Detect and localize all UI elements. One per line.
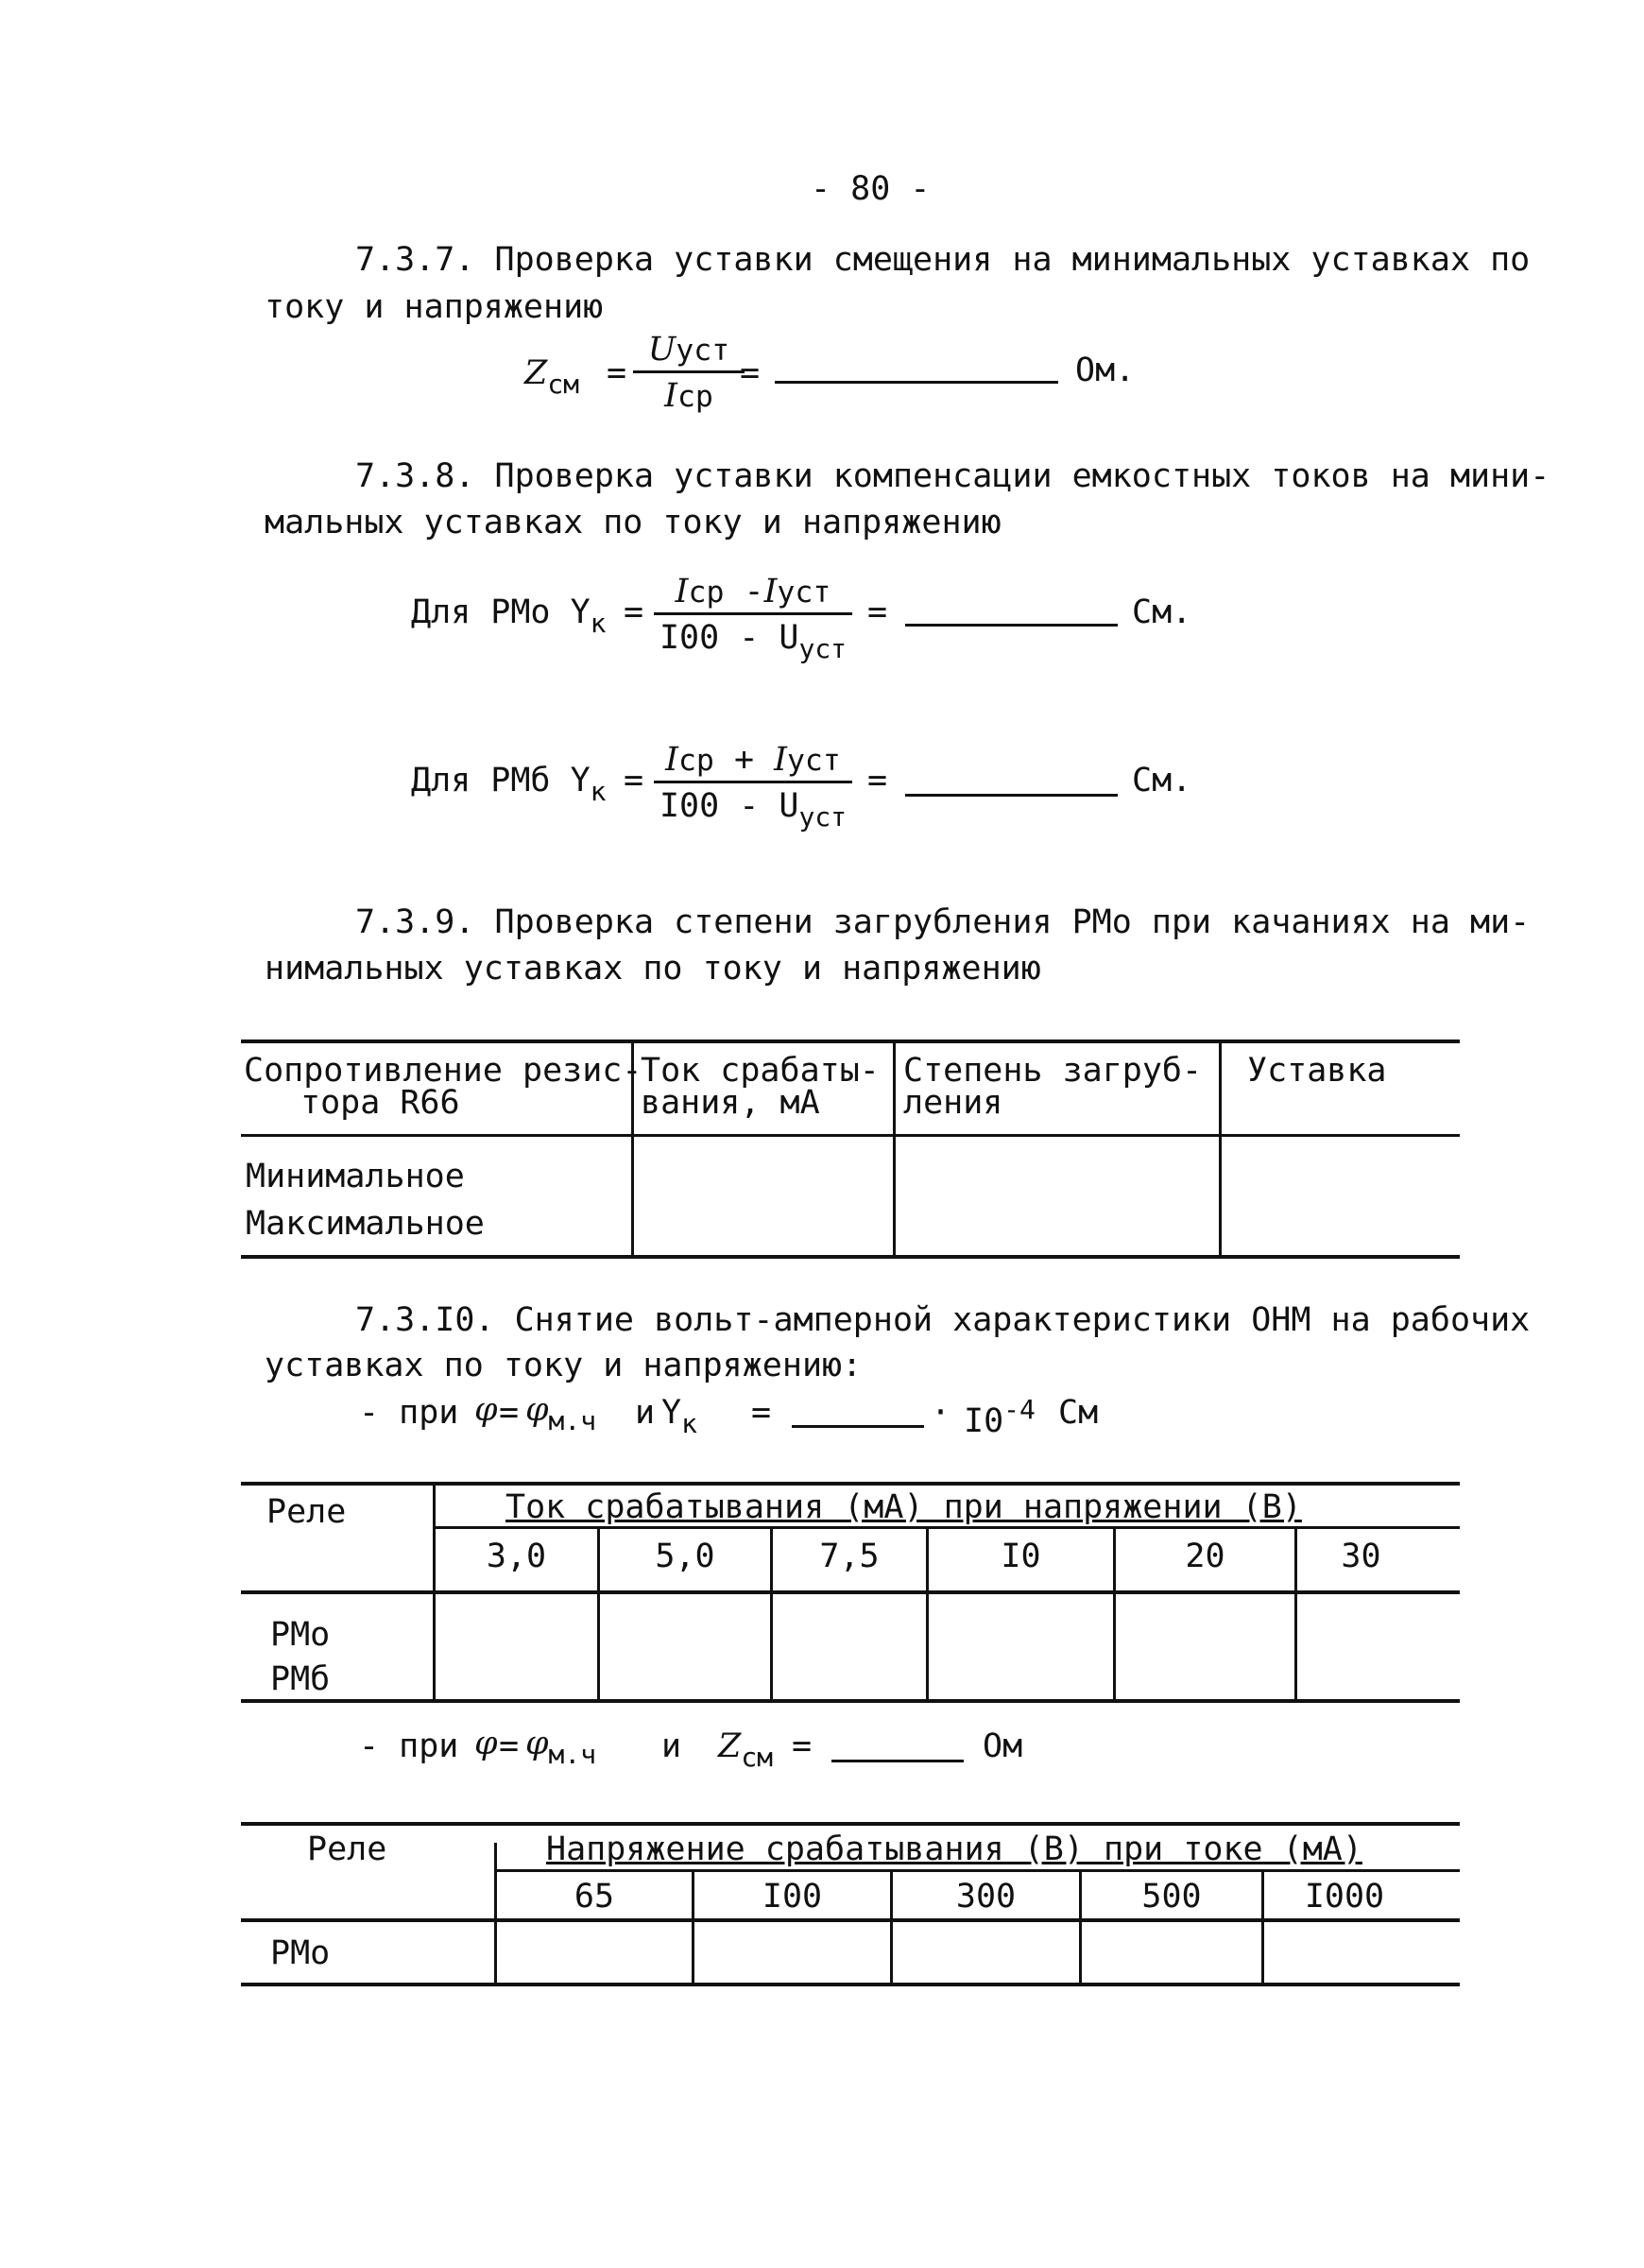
answer-blank[interactable] — [905, 624, 1118, 627]
table-header-resistance: Сопротивление резис- тора R66 — [244, 1052, 642, 1122]
section-7-3-8-line2: мальных уставках по току и напряжению — [265, 504, 1002, 541]
answer-blank[interactable] — [775, 381, 1058, 384]
table-header-relay: Реле — [307, 1830, 387, 1868]
table-header-current: Ток срабаты- вания, мА — [641, 1052, 880, 1122]
section-7-3-10-line2: уставках по току и напряжению: — [265, 1347, 863, 1384]
table-col-header: 300 — [955, 1878, 1017, 1916]
table-col-header: 20 — [1185, 1538, 1225, 1575]
table-header-relay: Реле — [266, 1493, 347, 1531]
section-7-3-7-line1: 7.3.7. Проверка уставки смещения на минимальных уставках по — [355, 241, 1531, 279]
table-col-header: 500 — [1141, 1878, 1202, 1916]
table-col-header: I000 — [1304, 1878, 1385, 1916]
table-row-label: РМо — [270, 1616, 331, 1654]
table-col-header: 5,0 — [655, 1538, 715, 1575]
table-col-header: I00 — [762, 1878, 823, 1916]
table-row-label: РМо — [270, 1934, 331, 1972]
table-row-label: Максимальное — [246, 1205, 485, 1243]
table-header-degree: Степень загруб- ления — [903, 1052, 1203, 1122]
section-7-3-10-line1: 7.3.I0. Снятие вольт-амперной характеристики ОНМ на рабочих — [355, 1301, 1531, 1339]
table-col-header: 7,5 — [819, 1538, 880, 1575]
table-group-header: Ток срабатывания (мА) при напряжении (В) — [505, 1488, 1302, 1526]
answer-blank[interactable] — [831, 1760, 964, 1762]
table-row-label: Минимальное — [246, 1158, 465, 1195]
section-7-3-7-line2: току и напряжению — [265, 288, 604, 326]
answer-blank[interactable] — [905, 794, 1118, 797]
table-header-setting: Уставка — [1247, 1052, 1387, 1090]
table-row-label: РМб — [270, 1660, 331, 1698]
table-col-header: 65 — [574, 1878, 615, 1916]
table-col-header: I0 — [1001, 1538, 1041, 1575]
section-7-3-9-line1: 7.3.9. Проверка степени загрубления РМо при качаниях на ми- — [355, 903, 1531, 941]
table-col-header: 3,0 — [486, 1538, 547, 1575]
table-col-header: 30 — [1341, 1538, 1381, 1575]
answer-blank[interactable] — [792, 1425, 924, 1428]
page-number: - 80 - — [811, 170, 931, 208]
section-7-3-9-line2: нимальных уставках по току и напряжению — [265, 950, 1041, 988]
section-7-3-8-line1: 7.3.8. Проверка уставки компенсации емкостных токов на мини- — [355, 457, 1550, 495]
table-group-header: Напряжение срабатывания (В) при токе (мА) — [546, 1830, 1362, 1868]
